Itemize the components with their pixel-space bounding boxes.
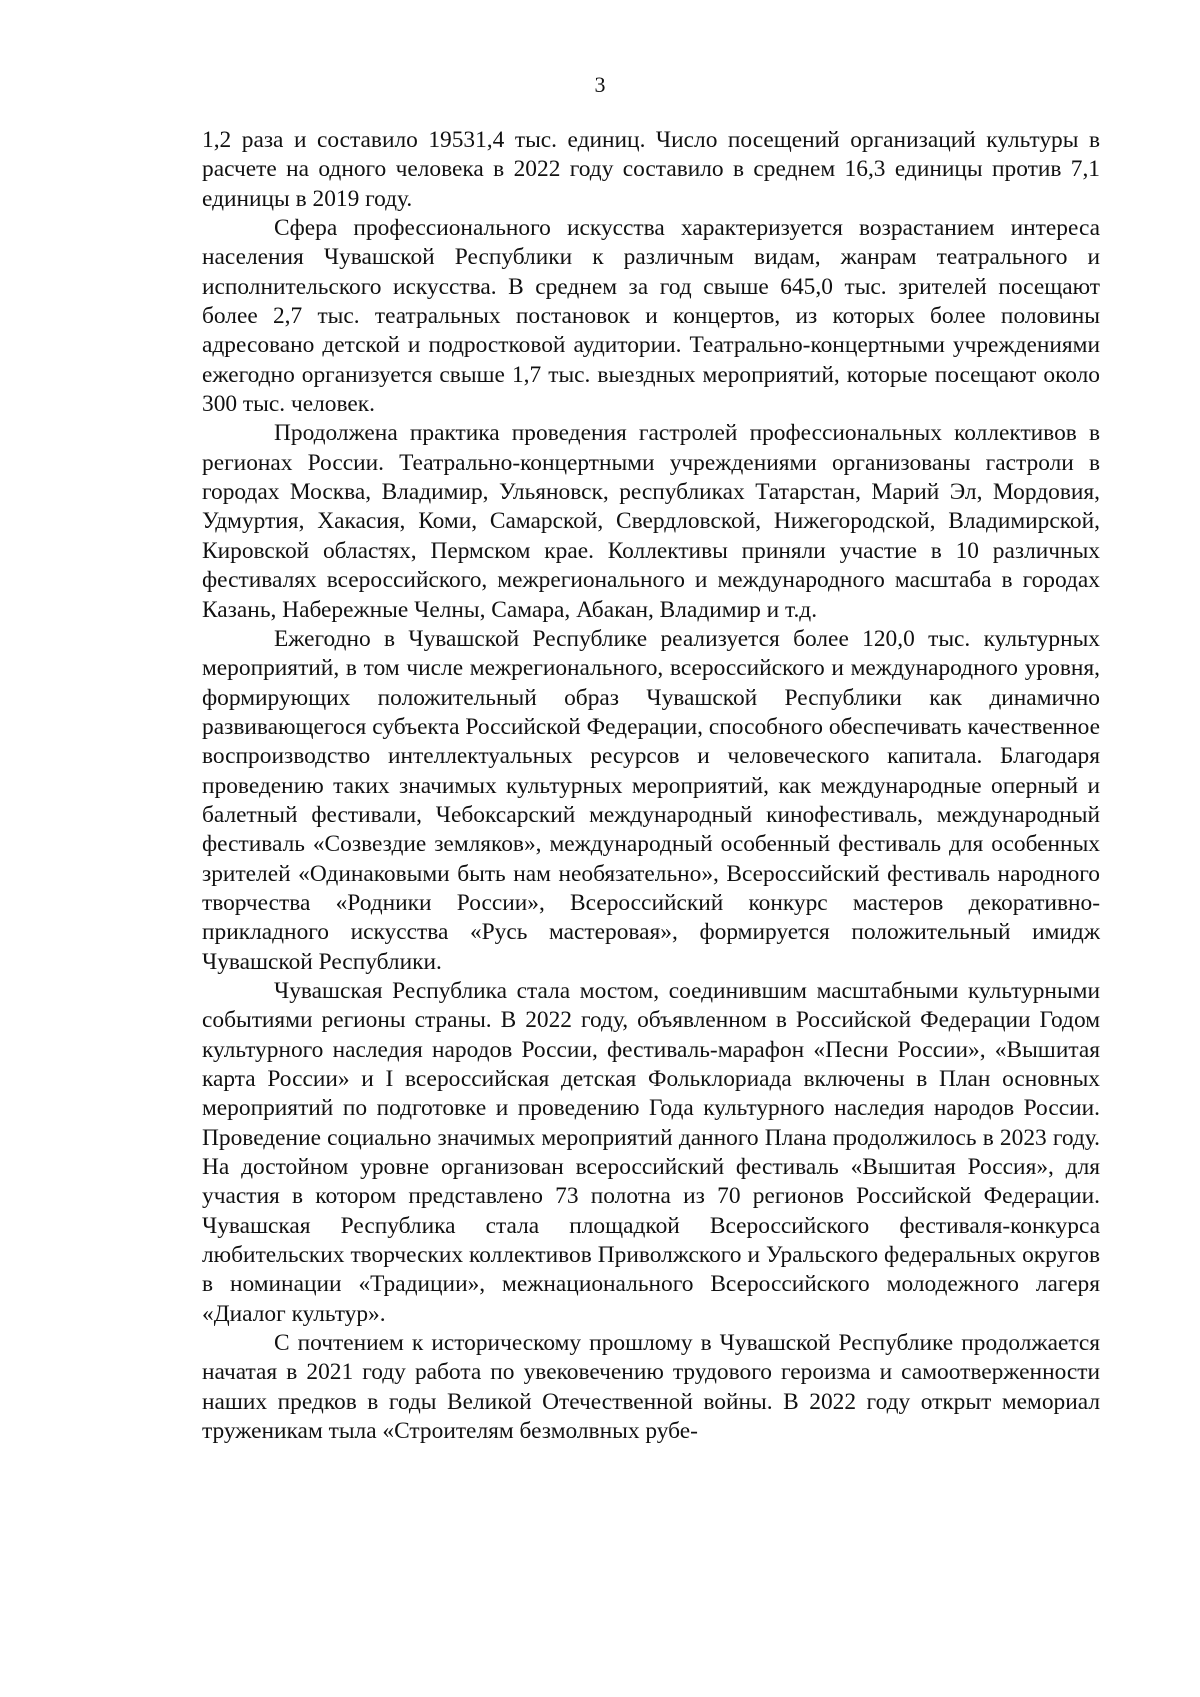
page-number: 3	[594, 72, 606, 97]
paragraph-cultural-bridge: Чувашская Республика стала мостом, соединившим масштабными культурными событиями регионы страны. В 2022 году, объявленном в Российской Федерации Годом культурного наследия народов России, фестиваль-марафон «Песни России», «Вышитая карта России» и I всероссийская детская Фольклориада включены в План основных мероприятий по подготовке и проведению Года культурного наследия народов России. Проведение социально значимых мероприятий данного Плана продолжилось в 2023 году. На достойном уровне организован всероссийский фестиваль «Вышитая Россия», для участия в котором представлено 73 полотна из 70 регионов Российской Федерации. Чувашская Республика стала площадкой Всероссийского фестиваля-конкурса любительских творческих коллективов Приволжского и Уральского федеральных округов в номинации «Традиции», межнационального Всероссийского молодежного лагеря «Диалог культур».	[202, 977, 1100, 1327]
paragraph-historical-memory: С почтением к историческому прошлому в Чувашской Республике продолжается начатая в 2021 году работа по увековечению трудового героизма и самоотверженности наших предков в годы Великой Отечественной войны. В 2022 году открыт мемориал труженикам тыла «Строителям безмолвных рубе-	[202, 1330, 1100, 1445]
paragraph-tours: Продолжена практика проведения гастролей профессиональных коллективов в регионах России. Театрально-концертными учреждениями организованы гастроли в городах Москва, Владимир, Ульяновск, республиках Татарстан, Марий Эл, Мордовия, Удмуртия, Хакасия, Коми, Самарской, Свердловской, Нижегородской, Владимирской, Кировской областях, Пермском крае. Коллективы приняли участие в 10 различных фестивалях всероссийского, межрегионального и международного масштаба в городах Казань, Набережные Челны, Самара, Абакан, Владимир и т.д.	[202, 420, 1100, 623]
paragraph-visits-continuation: 1,2 раза и составило 19531,4 тыс. единиц. Число посещений организаций культуры в расчете на одного человека в 2022 году составило в среднем 16,3 единицы против 7,1 единицы в 2019 году.	[202, 127, 1100, 212]
paragraph-professional-art: Сфера профессионального искусства характеризуется возрастанием интереса населения Чувашской Республики к различным видам, жанрам театрального и исполнительского искусства. В среднем за год свыше 645,0 тыс. зрителей посещают более 2,7 тыс. театральных постановок и концертов, из которых более половины адресовано детской и подростковой аудитории. Театрально-концертными учреждениями ежегодно организуется свыше 1,7 тыс. выездных мероприятий, которые посещают около 300 тыс. человек.	[202, 215, 1100, 418]
document-body	[202, 126, 1100, 1446]
paragraph-cultural-events: Ежегодно в Чувашской Республике реализуется более 120,0 тыс. культурных мероприятий, в том числе межрегионального, всероссийского и международного уровня, формирующих положительный образ Чувашской Республики как динамично развивающегося субъекта Российской Федерации, способного обеспечивать качественное воспроизводство интеллектуальных ресурсов и человеческого капитала. Благодаря проведению таких значимых культурных мероприятий, как международные оперный и балетный фестивали, Чебоксарский международный кинофестиваль, международный фестиваль «Созвездие земляков», международный особенный фестиваль для особенных зрителей «Одинаковыми быть нам необязательно», Всероссийский фестиваль народного творчества «Родники России», Всероссийский конкурс мастеров декоративно-прикладного искусства «Русь мастеровая», формируется положительный имидж Чувашской Республики.	[202, 625, 1100, 975]
